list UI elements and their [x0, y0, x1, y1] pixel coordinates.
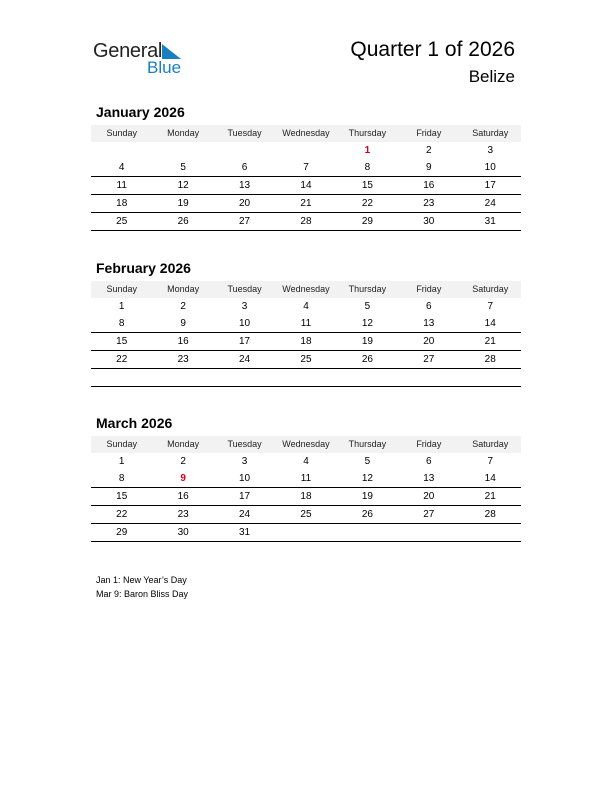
day-cell: 7: [303, 162, 309, 173]
weekday-header: Friday: [416, 439, 442, 449]
day-cell: 23: [177, 509, 189, 520]
day-cell: 13: [423, 473, 435, 484]
day-cell: [398, 524, 459, 541]
day-cell: 29: [116, 527, 128, 538]
day-cell: 4: [303, 456, 309, 467]
day-cell: 3: [241, 301, 248, 312]
week-row: [91, 195, 521, 213]
week-row: [91, 453, 521, 470]
month-march: [91, 414, 521, 542]
day-cell: 3: [487, 145, 494, 156]
day-cell: 31: [238, 527, 251, 538]
day-cell: 20: [423, 491, 435, 502]
weekday-header: Friday: [416, 284, 442, 294]
day-cell: [91, 142, 152, 159]
weekday-header: Monday: [167, 128, 200, 138]
week-row: [91, 142, 521, 159]
day-cell: 9: [426, 162, 432, 173]
day-cell: 20: [423, 336, 435, 347]
page-title: Quarter 1 of 2026: [350, 38, 515, 61]
day-cell: 22: [116, 509, 128, 520]
weekday-header: Thursday: [348, 128, 387, 138]
day-cell: 21: [300, 198, 312, 209]
day-cell: 3: [241, 456, 248, 467]
day-cell: 1: [118, 456, 125, 467]
day-cell: 27: [423, 509, 435, 520]
day-cell: 11: [300, 473, 312, 484]
week-row: [91, 213, 521, 231]
day-cell: 15: [116, 491, 128, 502]
weekday-header: Saturday: [472, 128, 509, 138]
day-cell: 12: [361, 318, 373, 329]
weekday-header: Saturday: [472, 284, 509, 294]
day-cell: 25: [300, 354, 312, 365]
logo-blue-text: Blue: [147, 58, 182, 77]
week-row: [91, 351, 521, 369]
day-cell: 14: [300, 180, 312, 191]
month-february: [91, 259, 521, 387]
day-cell: 10: [484, 162, 496, 173]
day-cell: 25: [300, 509, 312, 520]
week-row: [91, 315, 521, 333]
holiday-note: Jan 1: New Year’s Day: [96, 575, 187, 585]
day-cell: 12: [361, 473, 373, 484]
day-cell: 14: [484, 318, 496, 329]
weekday-header: Friday: [416, 128, 442, 138]
day-cell: 27: [238, 216, 251, 227]
day-cell: 15: [116, 336, 128, 347]
weekday-header: Wednesday: [282, 439, 330, 449]
day-cell: 7: [487, 301, 494, 312]
day-cell: 8: [118, 473, 125, 484]
day-cell: [460, 524, 521, 541]
weekday-header-row: [91, 436, 521, 453]
day-cell: 1: [364, 145, 371, 156]
day-cell: 30: [177, 527, 189, 538]
day-cell: 18: [300, 491, 312, 502]
month-title: January 2026: [96, 104, 185, 120]
weekday-header-row: [91, 281, 521, 298]
day-cell: 19: [177, 198, 189, 209]
day-cell: 10: [238, 473, 251, 484]
weekday-header: Tuesday: [227, 128, 262, 138]
day-cell: 11: [116, 180, 127, 191]
weekday-header: Wednesday: [282, 284, 330, 294]
day-cell: [460, 369, 521, 386]
day-cell: 6: [241, 162, 248, 173]
week-row: [91, 333, 521, 351]
day-cell: 26: [361, 509, 373, 520]
day-cell: 4: [118, 162, 125, 173]
week-row: [91, 470, 521, 488]
week-row: [91, 488, 521, 506]
week-row: [91, 369, 521, 387]
day-cell: 5: [364, 301, 371, 312]
month-january: [91, 103, 521, 231]
day-cell: 28: [484, 354, 496, 365]
month-title: March 2026: [96, 415, 173, 431]
week-row: [91, 524, 521, 542]
day-cell: [91, 369, 152, 386]
day-cell: 17: [484, 180, 496, 191]
day-cell: 18: [300, 336, 312, 347]
week-row: [91, 159, 521, 177]
day-cell: 13: [423, 318, 435, 329]
day-cell: 10: [238, 318, 251, 329]
weekday-header: Sunday: [106, 439, 137, 449]
day-cell: 16: [423, 180, 435, 191]
day-cell: 23: [423, 198, 435, 209]
day-cell: [214, 369, 275, 386]
weekday-header: Tuesday: [227, 439, 262, 449]
day-cell: 14: [484, 473, 496, 484]
day-cell: 30: [423, 216, 435, 227]
day-cell: 21: [484, 336, 496, 347]
day-cell: 24: [238, 509, 251, 520]
country-name: Belize: [468, 67, 515, 86]
day-cell: 28: [300, 216, 312, 227]
day-cell: 26: [361, 354, 373, 365]
weekday-header: Saturday: [472, 439, 509, 449]
day-cell: 21: [484, 491, 496, 502]
day-cell: 5: [180, 162, 186, 173]
day-cell: 16: [177, 491, 189, 502]
day-cell: 15: [361, 180, 373, 191]
day-cell: 28: [484, 509, 496, 520]
day-cell: 1: [118, 301, 125, 312]
day-cell: 9: [180, 473, 186, 484]
day-cell: [275, 524, 336, 541]
logo-general-text: General: [93, 40, 163, 62]
holiday-notes: [96, 573, 188, 601]
day-cell: 26: [177, 216, 189, 227]
week-row: [91, 298, 521, 315]
logo: [93, 40, 193, 80]
week-row: [91, 506, 521, 524]
weekday-header: Sunday: [106, 128, 137, 138]
day-cell: 18: [116, 198, 128, 209]
day-cell: 19: [361, 491, 373, 502]
weekday-header-row: [91, 125, 521, 142]
day-cell: 8: [118, 318, 125, 329]
day-cell: 24: [238, 354, 251, 365]
day-cell: 17: [238, 336, 251, 347]
day-cell: 2: [180, 301, 186, 312]
day-cell: 19: [361, 336, 373, 347]
day-cell: 8: [364, 162, 371, 173]
day-cell: 24: [484, 198, 496, 209]
weekday-header: Monday: [167, 439, 200, 449]
day-cell: 6: [426, 456, 432, 467]
day-cell: 29: [361, 216, 373, 227]
day-cell: [275, 369, 336, 386]
weekday-header: Sunday: [106, 284, 137, 294]
day-cell: 20: [238, 198, 251, 209]
day-cell: [214, 142, 275, 159]
day-cell: 17: [238, 491, 251, 502]
day-cell: 5: [364, 456, 371, 467]
month-title: February 2026: [96, 260, 191, 276]
day-cell: 6: [426, 301, 432, 312]
day-cell: 25: [116, 216, 128, 227]
day-cell: [398, 369, 459, 386]
weekday-header: Thursday: [348, 284, 387, 294]
day-cell: [152, 369, 213, 386]
day-cell: [337, 369, 398, 386]
weekday-header: Tuesday: [227, 284, 262, 294]
day-cell: [152, 142, 213, 159]
day-cell: 22: [116, 354, 128, 365]
day-cell: 13: [238, 180, 251, 191]
day-cell: 11: [300, 318, 312, 329]
week-row: [91, 177, 521, 195]
day-cell: [337, 524, 398, 541]
holiday-note: Mar 9: Baron Bliss Day: [96, 589, 189, 599]
day-cell: 4: [303, 301, 309, 312]
day-cell: 9: [180, 318, 186, 329]
weekday-header: Wednesday: [282, 128, 330, 138]
day-cell: 31: [484, 216, 496, 227]
weekday-header: Thursday: [348, 439, 387, 449]
day-cell: 12: [177, 180, 189, 191]
day-cell: 2: [180, 456, 186, 467]
day-cell: 7: [487, 456, 494, 467]
day-cell: 22: [361, 198, 373, 209]
day-cell: 2: [426, 145, 432, 156]
day-cell: [275, 142, 336, 159]
weekday-header: Monday: [167, 284, 200, 294]
day-cell: 23: [177, 354, 189, 365]
day-cell: 16: [177, 336, 189, 347]
day-cell: 27: [423, 354, 435, 365]
